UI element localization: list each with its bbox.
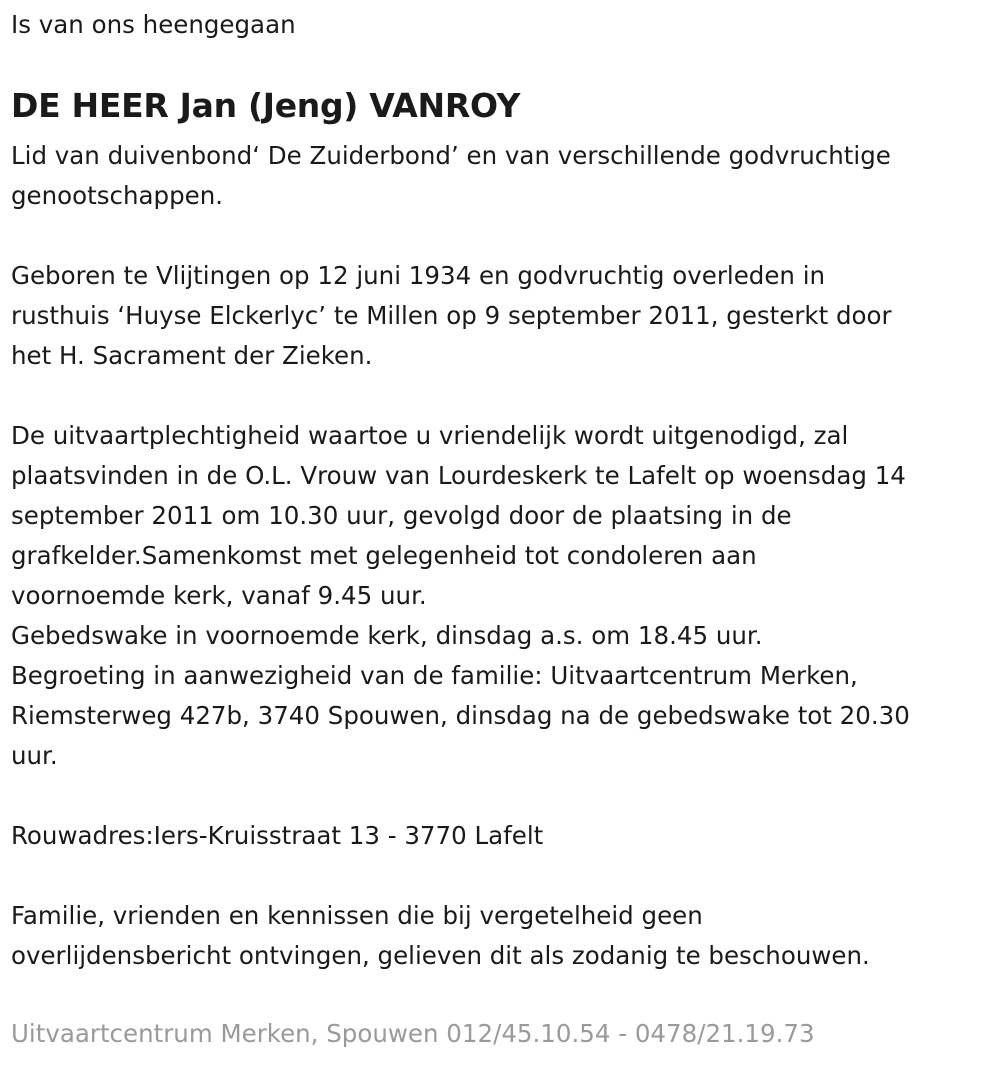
text-line: overlijdensbericht ontvingen, gelieven dit als zodanig te beschouwen. <box>11 941 870 970</box>
text-line: Gebedswake in voornoemde kerk, dinsdag a.s. om 18.45 uur. <box>11 621 763 650</box>
text-line: grafkelder.Samenkomst met gelegenheid tot condoleren aan <box>11 541 757 570</box>
paragraph-membership <box>11 136 986 216</box>
text-line: De uitvaartplechtigheid waartoe u vriendelijk wordt uitgenodigd, zal <box>11 421 849 450</box>
paragraph-mourning-address <box>11 816 986 856</box>
text-line: uur. <box>11 741 58 770</box>
paragraph-birth-death <box>11 256 986 376</box>
text-line: Rouwadres:Iers-Kruisstraat 13 - 3770 Lafelt <box>11 821 544 850</box>
deceased-name: DE HEER Jan (Jeng) VANROY <box>11 86 521 125</box>
funeral-home-footer: Uitvaartcentrum Merken, Spouwen 012/45.10.54 - 0478/21.19.73 <box>11 1019 815 1048</box>
text-line: Riemsterweg 427b, 3740 Spouwen, dinsdag na de gebedswake tot 20.30 <box>11 701 910 730</box>
text-line: september 2011 om 10.30 uur, gevolgd door de plaatsing in de <box>11 501 792 530</box>
text-line: genootschappen. <box>11 181 224 210</box>
text-line: Familie, vrienden en kennissen die bij vergetelheid geen <box>11 901 703 930</box>
text-line: Geboren te Vlijtingen op 12 juni 1934 en godvruchtig overleden in <box>11 261 826 290</box>
text-line: Begroeting in aanwezigheid van de familie: Uitvaartcentrum Merken, <box>11 661 858 690</box>
text-line: plaatsvinden in de O.L. Vrouw van Lourdeskerk te Lafelt op woensdag 14 <box>11 461 906 490</box>
text-line: voornoemde kerk, vanaf 9.45 uur. <box>11 581 427 610</box>
text-line: rusthuis ‘Huyse Elckerlyc’ te Millen op 9 september 2011, gesterkt door <box>11 301 892 330</box>
text-line: Lid van duivenbond‘ De Zuiderbond’ en van verschillende godvruchtige <box>11 141 891 170</box>
notice-body <box>11 136 986 1016</box>
paragraph-funeral-details <box>11 416 986 776</box>
paragraph-closing <box>11 896 986 976</box>
text-line: het H. Sacrament der Zieken. <box>11 341 373 370</box>
intro-text: Is van ons heengegaan <box>11 10 296 39</box>
